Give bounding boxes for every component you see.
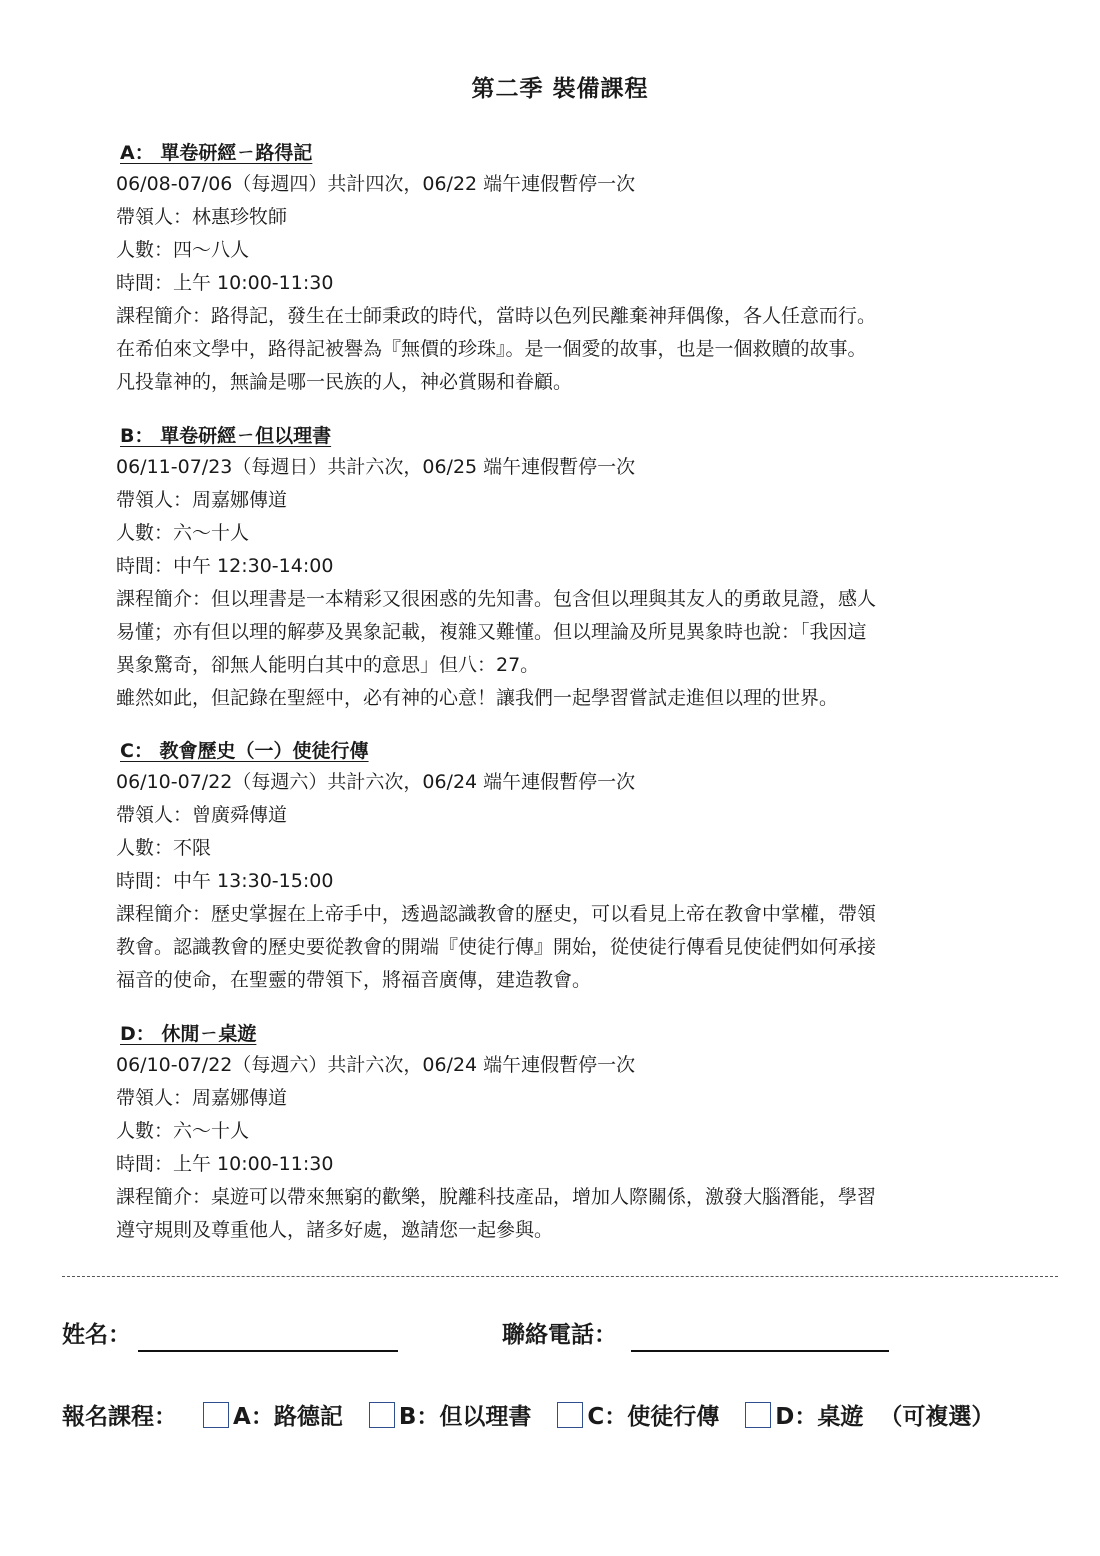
course-heading: C： 教會歷史（一）使徒行傳 xyxy=(120,740,369,762)
course-intro-line: 課程簡介：路得記，發生在士師秉政的時代，當時以色列民離棄神拜偶像，各人任意而行。 xyxy=(116,305,877,327)
course-intro-line: 在希伯來文學中，路得記被譽為『無價的珍珠』。是一個愛的故事，也是一個救贖的故事。 xyxy=(116,338,867,360)
dashed-divider xyxy=(62,1276,1058,1277)
course-intro-line: 課程簡介：歷史掌握在上帝手中，透過認識教會的歷史，可以看見上帝在教會中掌權，帶領 xyxy=(116,903,877,925)
option-d-label: D：桌遊 xyxy=(775,1404,864,1430)
course-intro-line: 課程簡介：桌遊可以帶來無窮的歡樂，脫離科技產品，增加人際關係，激發大腦潛能，學習 xyxy=(116,1186,877,1208)
name-label: 姓名： xyxy=(62,1322,131,1348)
course-time: 時間：中午 12:30-14:00 xyxy=(116,555,334,577)
checkbox-c[interactable] xyxy=(557,1402,583,1428)
checkbox-a[interactable] xyxy=(203,1402,229,1428)
name-field[interactable] xyxy=(138,1350,398,1352)
course-intro-line: 凡投靠神的，無論是哪一民族的人，神必賞賜和眷顧。 xyxy=(116,371,573,393)
course-leader: 帶領人：曾廣舜傳道 xyxy=(116,804,288,826)
course-leader: 帶領人：周嘉娜傳道 xyxy=(116,1087,288,1109)
option-b[interactable] xyxy=(369,1400,532,1434)
course-size: 人數：不限 xyxy=(116,837,212,859)
course-schedule: 06/10-07/22（每週六）共計六次，06/24 端午連假暫停一次 xyxy=(116,1054,636,1076)
option-c-label: C：使徒行傳 xyxy=(587,1404,720,1430)
option-b-label: B：但以理書 xyxy=(398,1404,532,1430)
option-d[interactable] xyxy=(745,1400,863,1434)
course-schedule: 06/10-07/22（每週六）共計六次，06/24 端午連假暫停一次 xyxy=(116,771,636,793)
course-schedule: 06/11-07/23（每週日）共計六次，06/25 端午連假暫停一次 xyxy=(116,456,636,478)
course-leader: 帶領人：林惠珍牧師 xyxy=(116,206,288,228)
course-section-b xyxy=(116,421,1016,715)
course-time: 時間：中午 13:30-15:00 xyxy=(116,870,334,892)
checkbox-d[interactable] xyxy=(745,1402,771,1428)
course-heading: B： 單卷研經ㄧ但以理書 xyxy=(120,425,332,447)
phone-field[interactable] xyxy=(631,1350,889,1352)
course-size: 人數：四～八人 xyxy=(116,239,250,261)
course-size: 人數：六～十人 xyxy=(116,1120,250,1142)
course-section-c xyxy=(116,736,1016,997)
course-schedule: 06/08-07/06（每週四）共計四次，06/22 端午連假暫停一次 xyxy=(116,173,636,195)
course-heading: D： 休閒ㄧ桌遊 xyxy=(120,1023,257,1045)
course-intro-line: 易懂；亦有但以理的解夢及異象記載，複雜又難懂。但以理論及所見異象時也說：「我因這 xyxy=(116,621,867,643)
option-a-label: A：路德記 xyxy=(233,1404,343,1430)
option-c[interactable] xyxy=(557,1400,719,1434)
course-time: 時間：上午 10:00-11:30 xyxy=(116,1153,334,1175)
course-intro-line: 遵守規則及尊重他人，諸多好處，邀請您一起參與。 xyxy=(116,1219,554,1241)
course-intro-line: 教會。認識教會的歷史要從教會的開端『使徒行傳』開始，從使徒行傳看見使徒們如何承接 xyxy=(116,936,877,958)
course-intro-line: 雖然如此，但記錄在聖經中，必有神的心意！讓我們一起學習嘗試走進但以理的世界。 xyxy=(116,687,839,709)
course-time: 時間：上午 10:00-11:30 xyxy=(116,272,334,294)
course-intro-line: 課程簡介：但以理書是一本精彩又很困惑的先知書。包含但以理與其友人的勇敢見證，感人 xyxy=(116,588,877,610)
checkbox-b[interactable] xyxy=(369,1402,395,1428)
register-label: 報名課程： xyxy=(62,1404,177,1430)
page-title: 第二季 裝備課程 xyxy=(471,76,649,102)
course-leader: 帶領人：周嘉娜傳道 xyxy=(116,489,288,511)
course-section-d xyxy=(116,1019,1016,1247)
phone-label: 聯絡電話： xyxy=(502,1322,617,1348)
course-heading: A： 單卷研經ㄧ路得記 xyxy=(120,142,313,164)
course-intro-line: 福音的使命，在聖靈的帶領下，將福音廣傳，建造教會。 xyxy=(116,969,592,991)
course-size: 人數：六～十人 xyxy=(116,522,250,544)
multi-select-note: （可複選） xyxy=(879,1404,995,1430)
option-a[interactable] xyxy=(203,1400,343,1434)
course-registration-row xyxy=(62,1400,994,1434)
course-section-a xyxy=(116,138,1016,399)
course-intro-line: 異象驚奇，卻無人能明白其中的意思」但八：27。 xyxy=(116,654,540,676)
